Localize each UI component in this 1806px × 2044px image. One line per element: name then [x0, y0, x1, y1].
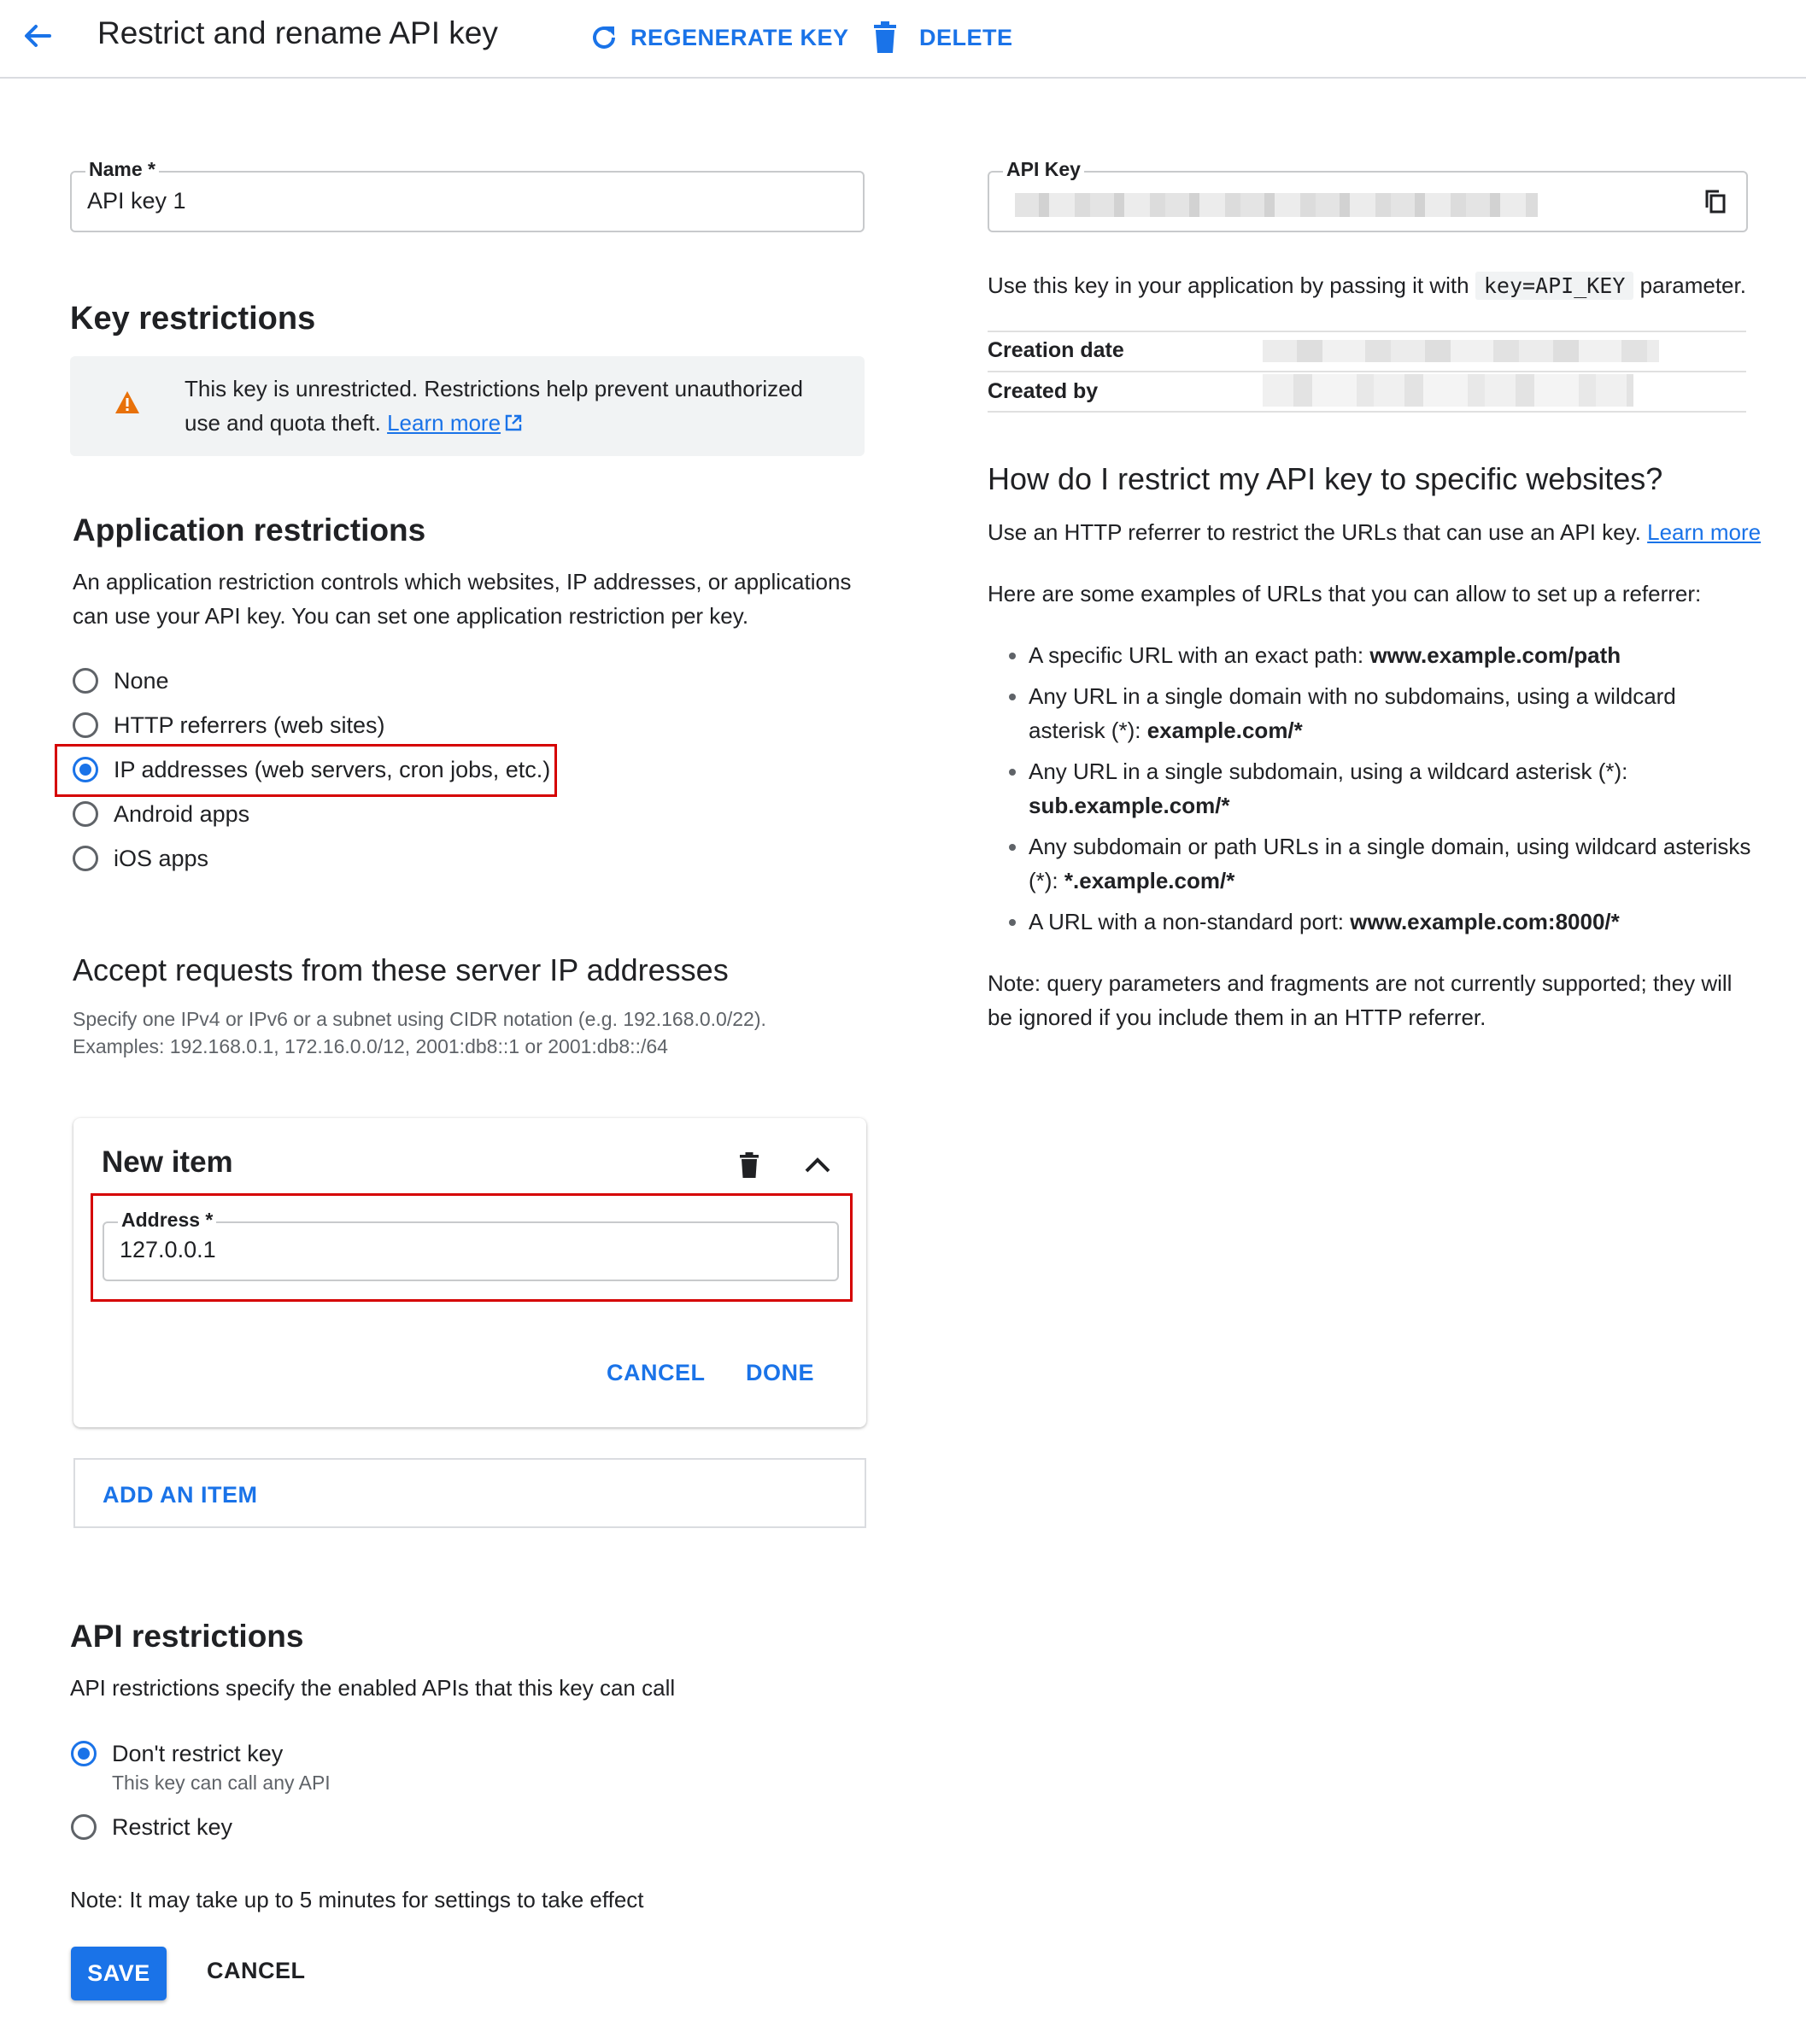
chevron-up-icon[interactable] [804, 1156, 831, 1174]
settings-note: Note: It may take up to 5 minutes for settings to take effect [70, 1887, 644, 1912]
external-link-icon [504, 413, 523, 432]
list-item: • A specific URL with an exact path: www.example.com/path [1029, 638, 1756, 672]
radio-android-apps[interactable] [73, 801, 98, 827]
warning-text: This key is unrestricted. Restrictions help prevent unauthorized use and quota theft. [185, 376, 804, 436]
option-dont-restrict[interactable]: Don't restrict key [71, 1731, 331, 1776]
creation-date-value-redacted [1263, 340, 1659, 362]
new-item-title: New item [102, 1145, 233, 1179]
refresh-icon [588, 21, 620, 54]
name-field-label: Name * [85, 158, 159, 181]
page-title: Restrict and rename API key [97, 15, 498, 50]
created-by-label: Created by [988, 379, 1099, 403]
ip-help-line-1: Specify one IPv4 or IPv6 or a subnet using CIDR notation (e.g. 192.168.0.0/22). [73, 1008, 766, 1030]
divider [988, 411, 1746, 413]
application-restrictions-description: An application restriction controls which websites, IP addresses, or applications can use your API key. You can set one application restriction per key. [73, 569, 852, 629]
referrer-examples-list [988, 638, 1756, 946]
examples-intro: Here are some examples of URLs that you can allow to set up a referrer: [988, 581, 1702, 606]
radio-http-referrers[interactable] [73, 712, 98, 738]
save-button[interactable]: SAVE [71, 1947, 167, 2000]
back-arrow-icon [21, 17, 55, 55]
api-key-usage: Use this key in your application by passing it with key=API_KEY parameter. [988, 272, 1746, 298]
address-field-label: Address * [118, 1209, 216, 1232]
add-item-button[interactable]: ADD AN ITEM [73, 1458, 866, 1528]
list-item: • Any URL in a single domain with no subdomains, using a wildcard asterisk (*): example.com/* [1029, 679, 1756, 747]
trash-icon [871, 21, 899, 54]
ip-help-line-2: Examples: 192.168.0.1, 172.16.0.0/12, 2001:db8::1 or 2001:db8::/64 [73, 1035, 668, 1057]
option-android-apps[interactable]: Android apps [73, 792, 550, 836]
howto-learn-more-link[interactable]: Learn more [1647, 519, 1762, 545]
name-field[interactable] [70, 158, 865, 232]
api-key-field [988, 158, 1748, 232]
howto-text: Use an HTTP referrer to restrict the URLs that can use an API key. Learn more [988, 519, 1762, 545]
copy-icon[interactable] [1703, 189, 1727, 214]
usage-code: key=API_KEY [1475, 272, 1634, 300]
creation-date-label: Creation date [988, 338, 1124, 362]
list-item: • Any URL in a single subdomain, using a wildcard asterisk (*): sub.example.com/* [1029, 754, 1756, 823]
referrer-note: Note: query parameters and fragments are not currently supported; they will be ignored if you include them in an HTTP referrer. [988, 970, 1733, 1030]
radio-dont-restrict[interactable] [71, 1741, 97, 1766]
address-input[interactable]: 127.0.0.1 [120, 1237, 216, 1262]
warning-icon [114, 390, 140, 414]
api-restrictions-heading: API restrictions [70, 1619, 304, 1654]
regenerate-key-label: REGENERATE KEY [630, 24, 849, 50]
option-http-referrers[interactable]: HTTP referrers (web sites) [73, 703, 550, 747]
api-restrictions-description: API restrictions specify the enabled APIs that this key can call [70, 1675, 676, 1701]
ip-section-heading: Accept requests from these server IP addresses [73, 952, 729, 987]
unrestricted-warning [70, 356, 865, 456]
radio-ios-apps[interactable] [73, 846, 98, 871]
api-restriction-options [71, 1731, 331, 1849]
key-restrictions-heading: Key restrictions [70, 301, 316, 337]
card-done-button[interactable]: DONE [746, 1360, 815, 1385]
api-key-value-redacted [1015, 193, 1538, 217]
card-cancel-button[interactable]: CANCEL [607, 1360, 706, 1385]
delete-button[interactable] [871, 19, 1013, 56]
option-restrict[interactable]: Restrict key [71, 1805, 331, 1849]
api-key-label: API Key [1003, 158, 1084, 181]
howto-heading: How do I restrict my API key to specific websites? [988, 461, 1663, 496]
learn-more-link[interactable]: Learn more [387, 410, 501, 436]
dont-restrict-subtext: This key can call any API [112, 1772, 331, 1794]
option-ip-addresses[interactable]: IP addresses (web servers, cron jobs, etc.) [73, 747, 550, 792]
list-item: • Any subdomain or path URLs in a single domain, using wildcard asterisks (*): *.example.com/* [1029, 829, 1756, 898]
back-button[interactable] [21, 17, 55, 55]
list-item: • A URL with a non-standard port: www.example.com:8000/* [1029, 905, 1756, 939]
warning-message [185, 372, 834, 440]
delete-label: DELETE [919, 24, 1013, 50]
divider [988, 371, 1746, 372]
address-highlight [91, 1193, 853, 1302]
radio-restrict[interactable] [71, 1814, 97, 1840]
option-none[interactable]: None [73, 659, 550, 703]
cancel-button[interactable]: CANCEL [207, 1958, 306, 1983]
name-input[interactable]: API key 1 [87, 188, 186, 214]
radio-none[interactable] [73, 668, 98, 694]
option-ios-apps[interactable]: iOS apps [73, 836, 550, 881]
divider [988, 331, 1746, 332]
trash-icon[interactable] [738, 1152, 760, 1178]
application-restrictions-heading: Application restrictions [73, 512, 426, 548]
regenerate-key-button[interactable] [588, 19, 849, 56]
created-by-value-redacted [1263, 374, 1633, 407]
ip-option-highlight [55, 744, 557, 797]
